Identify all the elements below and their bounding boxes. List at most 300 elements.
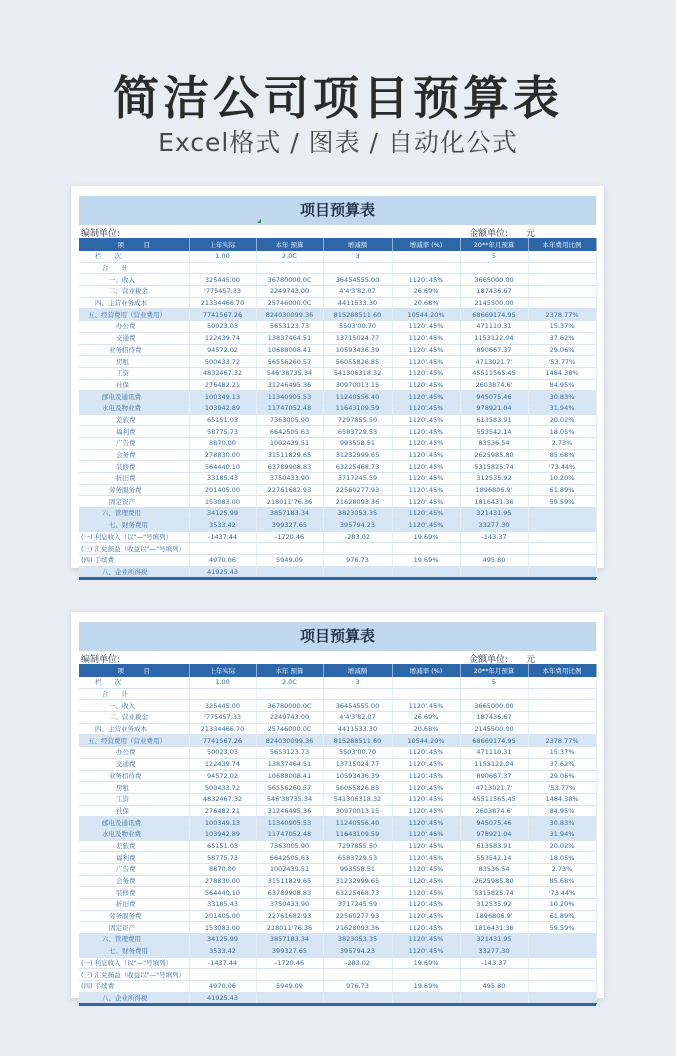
row-label: 劳务服务费 xyxy=(79,910,189,922)
column-header: 上年实际 xyxy=(189,664,256,677)
table-cell: 10544.20% xyxy=(392,309,460,321)
table-cell: 10593436.39 xyxy=(323,770,392,782)
table-cell: 824030099.36 xyxy=(256,309,323,321)
table-cell: 11340905.53 xyxy=(256,391,323,403)
table-cell: 37.62% xyxy=(528,758,596,770)
table-cell: 19.69% xyxy=(392,531,460,543)
unit-row xyxy=(79,225,596,238)
table-cell: 7741567.26 xyxy=(189,735,256,747)
table-cell: 94572.02 xyxy=(189,344,256,356)
table-cell: 30970013.15 xyxy=(323,379,392,391)
table-row xyxy=(79,934,596,946)
table-cell xyxy=(392,688,460,700)
table-cell: 3665000.00 xyxy=(460,700,528,712)
table-cell: 58775.73 xyxy=(189,852,256,864)
table-cell: '53.77% xyxy=(528,782,596,794)
table-cell: 2145500.00 xyxy=(460,723,528,735)
row-label: 差旅费 xyxy=(79,414,189,426)
table-cell xyxy=(460,992,528,1004)
row-label: 六、管理费用 xyxy=(79,508,189,520)
table-cell: 1120'.45% xyxy=(392,852,460,864)
table-cell: 11643109.59 xyxy=(323,828,392,840)
table-row xyxy=(79,367,596,379)
table-cell: 4411533.30 xyxy=(323,297,392,309)
table-cell: 993558.51 xyxy=(323,438,392,450)
row-label: 广告费 xyxy=(79,438,189,450)
row-label: 业务招待费 xyxy=(79,344,189,356)
table-cell: 83536.54 xyxy=(460,438,528,450)
table-cell: 978921.04 xyxy=(460,828,528,840)
table-row xyxy=(79,438,596,450)
table-row xyxy=(79,379,596,391)
table-cell: 201405.00 xyxy=(189,484,256,496)
row-label: 邮电及通讯费 xyxy=(79,391,189,403)
table-cell xyxy=(392,969,460,981)
table-cell: 1002439.51 xyxy=(256,438,323,450)
table-cell: 1120'.45% xyxy=(392,391,460,403)
table-cell: 5315825.74 xyxy=(460,887,528,899)
table-cell xyxy=(256,688,323,700)
table-body xyxy=(79,251,596,578)
table-cell: 58775.73 xyxy=(189,426,256,438)
column-header: 项 目 xyxy=(79,664,189,677)
row-label: 房租 xyxy=(79,356,189,368)
table-bottom-border xyxy=(79,578,596,580)
table-cell: 6583729.53 xyxy=(323,426,392,438)
table-cell: 1120'.45% xyxy=(392,461,460,473)
table-cell: 1120'.45% xyxy=(392,805,460,817)
table-cell: 85.68% xyxy=(528,875,596,887)
table-row xyxy=(79,402,596,414)
table-cell xyxy=(392,251,460,262)
table-cell: 3665000.00 xyxy=(460,274,528,286)
table-cell: 1120'.45% xyxy=(392,793,460,805)
table-cell: 1120'.45% xyxy=(392,438,460,450)
table-row xyxy=(79,747,596,759)
row-label: 装修费 xyxy=(79,887,189,899)
table-cell: 278830.00 xyxy=(189,875,256,887)
table-row xyxy=(79,508,596,520)
table-cell: 36454555.00 xyxy=(323,274,392,286)
table-cell: 3823053.35 xyxy=(323,508,392,520)
table-cell: -283.02 xyxy=(323,957,392,969)
table-cell xyxy=(392,262,460,274)
table-cell: 399327.65 xyxy=(256,945,323,957)
table-cell: 325445.00 xyxy=(189,700,256,712)
table-cell: 325445.00 xyxy=(189,274,256,286)
row-label: (一) 利息收入（以"—"号填列） xyxy=(79,531,189,543)
table-cell: 1120'.45% xyxy=(392,414,460,426)
table-row xyxy=(79,344,596,356)
sheet-content xyxy=(79,622,596,1006)
table-row xyxy=(79,543,596,555)
table-cell: 1120'.45% xyxy=(392,899,460,911)
table-cell: 541306318.32 xyxy=(323,793,392,805)
table-cell: 59.59% xyxy=(528,922,596,934)
column-header: 本年 预算 xyxy=(256,664,323,677)
table-cell: 22761682.93 xyxy=(256,910,323,922)
table-cell: 21628093.36 xyxy=(323,922,392,934)
table-cell: 1120'.45% xyxy=(392,934,460,946)
row-label: (三) 汇兑损益（收益以"—"号填列） xyxy=(79,543,189,555)
table-cell xyxy=(256,543,323,555)
table-row xyxy=(79,332,596,344)
table-cell: 4713021.7' xyxy=(460,356,528,368)
table-cell: 278830.00 xyxy=(189,449,256,461)
table-cell: -143.37 xyxy=(460,957,528,969)
table-cell: 2249743.00 xyxy=(256,286,323,298)
table-cell: 41925.43 xyxy=(189,992,256,1004)
table-cell: 31.94% xyxy=(528,402,596,414)
table-cell: 1120'.45% xyxy=(392,274,460,286)
table-cell: 22761682.93 xyxy=(256,484,323,496)
unit-row xyxy=(79,651,596,664)
table-cell: 26.69% xyxy=(392,712,460,724)
table-cell: 7741567.26 xyxy=(189,309,256,321)
table-row xyxy=(79,251,596,262)
table-cell: 978921.04 xyxy=(460,402,528,414)
column-header: 本年费用比例 xyxy=(528,664,596,677)
table-row xyxy=(79,852,596,864)
table-row xyxy=(79,496,596,508)
table-cell: 41925.43 xyxy=(189,566,256,578)
table-cell: 68669174.95 xyxy=(460,735,528,747)
table-header-row xyxy=(79,238,596,251)
table-cell: 1.00 xyxy=(189,677,256,688)
table-cell: 56055826.85 xyxy=(323,782,392,794)
table-row xyxy=(79,566,596,578)
table-cell xyxy=(189,969,256,981)
table-cell: 4'4'3'82.07 xyxy=(323,712,392,724)
table-cell xyxy=(323,543,392,555)
table-cell: 613583.91 xyxy=(460,414,528,426)
table-cell: 33185.43 xyxy=(189,899,256,911)
table-cell: 1120'.45% xyxy=(392,945,460,957)
table-cell: 7363005.90 xyxy=(256,840,323,852)
table-cell: 546'38735.34 xyxy=(256,793,323,805)
column-header: 增减率 (%) xyxy=(392,664,460,677)
table-row xyxy=(79,414,596,426)
row-label: 办公费 xyxy=(79,747,189,759)
table-row xyxy=(79,712,596,724)
table-cell: 11240556.40 xyxy=(323,391,392,403)
row-label: 水电及物业费 xyxy=(79,828,189,840)
table-cell: 1120'.45% xyxy=(392,332,460,344)
table-cell: 3533.42 xyxy=(189,519,256,531)
table-cell xyxy=(528,274,596,286)
row-label: (四) 手续费 xyxy=(79,980,189,992)
column-header: 增减额 xyxy=(323,238,392,251)
table-row xyxy=(79,554,596,566)
table-cell: 395794.23 xyxy=(323,945,392,957)
table-cell: 6583729.53 xyxy=(323,852,392,864)
row-label: 七、财务费用 xyxy=(79,519,189,531)
table-cell: 18.05% xyxy=(528,426,596,438)
table-cell: 1896806.9' xyxy=(460,910,528,922)
table-cell: 11747052.48 xyxy=(256,828,323,840)
table-cell: 187436.67 xyxy=(460,712,528,724)
table-cell: 21334466.70 xyxy=(189,297,256,309)
table-row xyxy=(79,782,596,794)
table-cell: 31246495.36 xyxy=(256,805,323,817)
table-cell: 1120'.45% xyxy=(392,922,460,934)
table-cell: 5 xyxy=(460,677,528,688)
table-cell: 20.02% xyxy=(528,840,596,852)
table-cell: 8870.00 xyxy=(189,438,256,450)
row-label: 四、主营业务成本 xyxy=(79,297,189,309)
table-cell: -283.02 xyxy=(323,531,392,543)
table-cell: 815288511.60 xyxy=(323,735,392,747)
table-cell: 15.37% xyxy=(528,747,596,759)
table-cell: 22560277.93 xyxy=(323,910,392,922)
table-row xyxy=(79,910,596,922)
row-label: 劳务服务费 xyxy=(79,484,189,496)
table-cell: 4713021.7' xyxy=(460,782,528,794)
table-cell: 61.89% xyxy=(528,910,596,922)
table-cell: 1120'.45% xyxy=(392,379,460,391)
table-cell: 34125.99 xyxy=(189,508,256,520)
table-cell: 103942.89 xyxy=(189,828,256,840)
table-cell: 11240556.40 xyxy=(323,817,392,829)
table-cell xyxy=(460,262,528,274)
table-cell: 103942.89 xyxy=(189,402,256,414)
table-cell: 15.37% xyxy=(528,321,596,333)
row-label: 社保 xyxy=(79,805,189,817)
table-cell: 7363005.90 xyxy=(256,414,323,426)
table-cell: -1437.44 xyxy=(189,531,256,543)
table-cell: 815288511.60 xyxy=(323,309,392,321)
unit-right-value: 元 xyxy=(526,229,536,239)
table-cell: 993558.51 xyxy=(323,864,392,876)
table-cell xyxy=(528,677,596,688)
table-cell: 59.59% xyxy=(528,496,596,508)
table-cell: 100349.13 xyxy=(189,817,256,829)
table-cell: 31232999.65 xyxy=(323,449,392,461)
table-cell: 471110.31 xyxy=(460,747,528,759)
table-cell: 4970.06 xyxy=(189,554,256,566)
table-cell: 312535.92 xyxy=(460,899,528,911)
table-cell: 2625985.80 xyxy=(460,449,528,461)
table-cell: 218011'76.36 xyxy=(256,922,323,934)
table-row xyxy=(79,735,596,747)
table-cell xyxy=(256,566,323,578)
table-cell xyxy=(460,566,528,578)
table-cell: 20.68% xyxy=(392,297,460,309)
table-cell: 33185.43 xyxy=(189,473,256,485)
table-cell: 26.69% xyxy=(392,286,460,298)
table-cell xyxy=(256,992,323,1004)
table-cell: 553542.14 xyxy=(460,426,528,438)
table-cell xyxy=(528,262,596,274)
table-cell: 20.02% xyxy=(528,414,596,426)
table-cell xyxy=(460,688,528,700)
budget-table xyxy=(79,238,597,578)
table-row xyxy=(79,793,596,805)
table-cell: 564440.10 xyxy=(189,887,256,899)
table-cell: 1120'.45% xyxy=(392,402,460,414)
table-cell: 19.69% xyxy=(392,980,460,992)
table-cell: 36454555.00 xyxy=(323,700,392,712)
table-cell: 10544.20% xyxy=(392,735,460,747)
table-row xyxy=(79,700,596,712)
table-cell: 50023.03 xyxy=(189,321,256,333)
row-label: 水电及物业费 xyxy=(79,402,189,414)
table-cell: 1120'.45% xyxy=(392,817,460,829)
sheet-title: 项目预算表 xyxy=(79,196,596,225)
table-row xyxy=(79,875,596,887)
table-row xyxy=(79,899,596,911)
table-cell: 553542.14 xyxy=(460,852,528,864)
table-cell: 613583.91 xyxy=(460,840,528,852)
table-cell: 18.05% xyxy=(528,852,596,864)
table-cell: 31232999.65 xyxy=(323,875,392,887)
table-cell: 2.0C xyxy=(256,677,323,688)
table-row xyxy=(79,922,596,934)
table-cell: 21628093.36 xyxy=(323,496,392,508)
table-cell: 153083.00 xyxy=(189,922,256,934)
table-cell: 564440.10 xyxy=(189,461,256,473)
table-cell: 3 xyxy=(323,251,392,262)
row-label: 办公费 xyxy=(79,321,189,333)
table-cell: 10.20% xyxy=(528,899,596,911)
table-cell: 976.73 xyxy=(323,554,392,566)
table-cell: 11340905.53 xyxy=(256,817,323,829)
row-label: 邮电及通讯费 xyxy=(79,817,189,829)
table-cell: 2603874.6' xyxy=(460,379,528,391)
table-cell: 1120'.45% xyxy=(392,344,460,356)
table-cell: 4970.06 xyxy=(189,980,256,992)
table-cell: 8870.00 xyxy=(189,864,256,876)
table-cell: 1120'.45% xyxy=(392,484,460,496)
table-cell: 495.80 xyxy=(460,980,528,992)
unit-right xyxy=(469,652,535,665)
table-cell xyxy=(323,992,392,1004)
table-cell: 276482.21 xyxy=(189,379,256,391)
table-cell: 471110.31 xyxy=(460,321,528,333)
table-body xyxy=(79,677,596,1004)
unit-right-label: 金额单位: xyxy=(469,229,509,239)
table-cell: 541306318.32 xyxy=(323,367,392,379)
table-cell: 1816431.36 xyxy=(460,922,528,934)
table-cell: 13715024.77 xyxy=(323,758,392,770)
table-cell: 1816431.36 xyxy=(460,496,528,508)
row-label: (四) 手续费 xyxy=(79,554,189,566)
row-label: 折旧费 xyxy=(79,899,189,911)
table-cell: 2378.77% xyxy=(528,309,596,321)
table-cell: -1437.44 xyxy=(189,957,256,969)
row-label: 福利费 xyxy=(79,426,189,438)
row-label: 业务招待费 xyxy=(79,770,189,782)
table-bottom-border xyxy=(79,1004,596,1006)
table-cell: 6642505.63 xyxy=(256,852,323,864)
table-cell: 1120'.45% xyxy=(392,473,460,485)
table-cell: 36780000.0C xyxy=(256,700,323,712)
table-cell: 85.68% xyxy=(528,449,596,461)
table-cell: 25746000.0C xyxy=(256,723,323,735)
table-cell: '73.44% xyxy=(528,461,596,473)
table-cell xyxy=(189,688,256,700)
table-cell xyxy=(528,543,596,555)
row-label: 固定资产 xyxy=(79,922,189,934)
unit-right-value: 元 xyxy=(526,655,536,665)
table-cell xyxy=(392,566,460,578)
column-header: 上年实际 xyxy=(189,238,256,251)
table-cell: 1120'.45% xyxy=(392,449,460,461)
table-row xyxy=(79,840,596,852)
table-cell: 500433.72 xyxy=(189,356,256,368)
table-cell: 68669174.95 xyxy=(460,309,528,321)
table-cell: 29.06% xyxy=(528,344,596,356)
table-cell: 1120'.45% xyxy=(392,840,460,852)
table-cell: 3717245.59 xyxy=(323,899,392,911)
table-cell: 495.80 xyxy=(460,554,528,566)
table-cell: 13715024.77 xyxy=(323,332,392,344)
table-cell: 3857183.34 xyxy=(256,934,323,946)
row-label: 会务费 xyxy=(79,449,189,461)
table-cell: 1484.38% xyxy=(528,793,596,805)
unit-right xyxy=(469,226,535,239)
table-cell: 1120'.45% xyxy=(392,496,460,508)
table-cell: 1120'.45% xyxy=(392,910,460,922)
table-cell xyxy=(323,566,392,578)
table-cell: 13837464.51 xyxy=(256,332,323,344)
table-cell: 20.68% xyxy=(392,723,460,735)
column-header: 增减额 xyxy=(323,664,392,677)
table-cell: 1120'.45% xyxy=(392,367,460,379)
row-label: 固定资产 xyxy=(79,496,189,508)
table-cell xyxy=(323,688,392,700)
table-row xyxy=(79,992,596,1004)
table-cell: 3750433.90 xyxy=(256,473,323,485)
table-cell: 94572.02 xyxy=(189,770,256,782)
table-cell xyxy=(528,286,596,298)
table-cell xyxy=(528,688,596,700)
table-cell: 1120'.45% xyxy=(392,747,460,759)
table-cell: -1720.46 xyxy=(256,531,323,543)
table-cell: 1484.38% xyxy=(528,367,596,379)
table-cell: 50023.03 xyxy=(189,747,256,759)
row-label: 房租 xyxy=(79,782,189,794)
table-cell: 3 xyxy=(323,677,392,688)
table-cell: 3533.42 xyxy=(189,945,256,957)
table-cell xyxy=(528,566,596,578)
table-cell: 1153122.04 xyxy=(460,758,528,770)
table-cell: 2603874.6' xyxy=(460,805,528,817)
table-cell: 65151.03 xyxy=(189,840,256,852)
table-cell xyxy=(256,262,323,274)
table-cell: 65151.03 xyxy=(189,414,256,426)
row-label: 交通费 xyxy=(79,332,189,344)
table-cell: 1120'.45% xyxy=(392,875,460,887)
row-label: 八、企业所得税 xyxy=(79,566,189,578)
table-cell xyxy=(460,543,528,555)
table-cell xyxy=(392,992,460,1004)
table-cell xyxy=(323,969,392,981)
column-header: 本年 预算 xyxy=(256,238,323,251)
table-cell: 11643109.59 xyxy=(323,402,392,414)
table-row xyxy=(79,356,596,368)
row-label: 合 计 xyxy=(79,262,189,274)
table-cell: 1120'.45% xyxy=(392,758,460,770)
table-cell: 5503'00.70 xyxy=(323,747,392,759)
table-cell: 2.0C xyxy=(256,251,323,262)
table-cell: 976.73 xyxy=(323,980,392,992)
budget-sheet-preview-1 xyxy=(71,186,604,576)
sheet-title: 项目预算表 xyxy=(79,622,596,651)
table-cell: 31511829.65 xyxy=(256,449,323,461)
table-cell: 31.94% xyxy=(528,828,596,840)
table-cell: 890667.37 xyxy=(460,770,528,782)
